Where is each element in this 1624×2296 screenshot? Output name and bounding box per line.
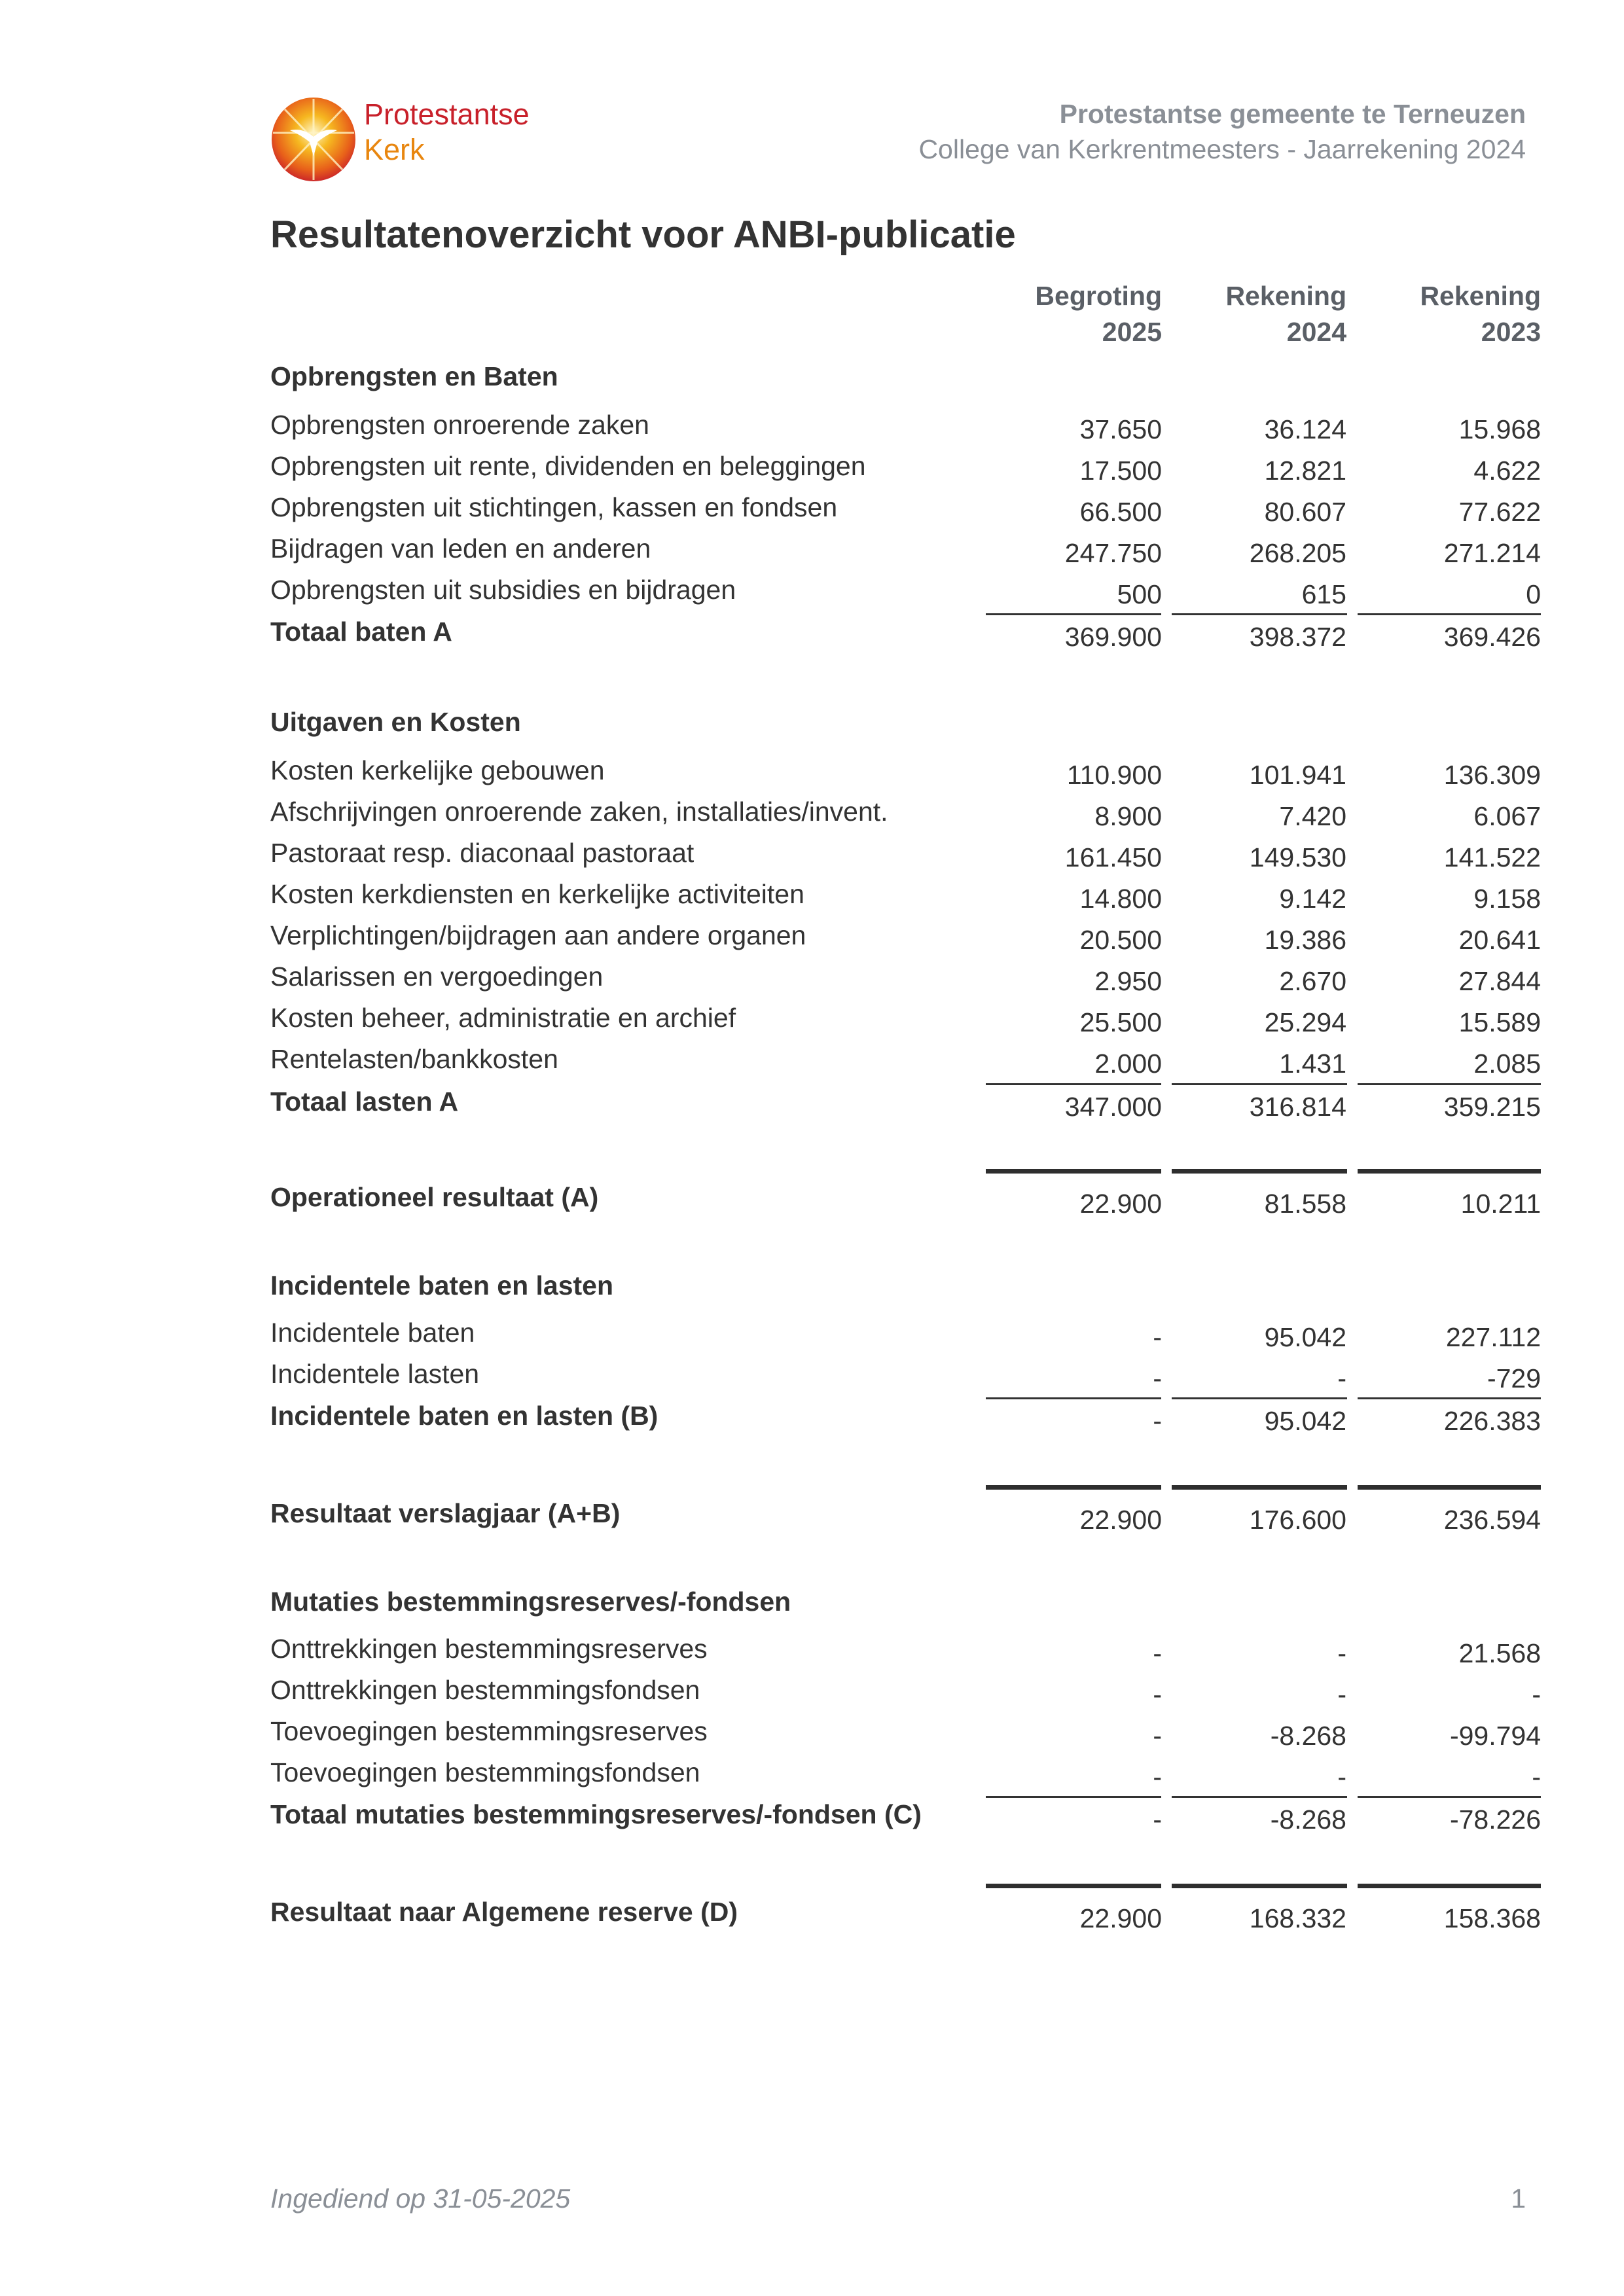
result-rule — [1358, 1884, 1541, 1888]
total-value: 316.814 — [1249, 1092, 1346, 1122]
row-value: 25.500 — [1079, 1007, 1162, 1037]
row-value: 20.641 — [1458, 925, 1541, 955]
subtotal-rule — [1172, 1796, 1347, 1798]
protestantse-kerk-logo-icon — [270, 96, 357, 183]
row-value: -8.268 — [1270, 1721, 1346, 1751]
row-value: 2.670 — [1279, 966, 1346, 996]
subtotal-rule — [1172, 613, 1347, 615]
row-label: Bijdragen van leden en anderen — [270, 533, 651, 564]
total-value: 369.426 — [1443, 622, 1541, 652]
row-label: Toevoegingen bestemmingsreserves — [270, 1716, 708, 1746]
row-value: 161.450 — [1064, 842, 1162, 872]
row-value: 271.214 — [1443, 538, 1541, 568]
result-value: 22.900 — [1079, 1505, 1162, 1535]
result-value: 158.368 — [1443, 1903, 1541, 1933]
result-label-verslagjaar: Resultaat verslagjaar (A+B) — [270, 1498, 621, 1528]
total-value: 398.372 — [1249, 622, 1346, 652]
row-value: - — [1337, 1679, 1346, 1710]
subtotal-rule — [1172, 1397, 1347, 1399]
column-header-begroting-2025 — [1035, 278, 1162, 350]
row-value: 80.607 — [1264, 497, 1346, 527]
row-value: 21.568 — [1458, 1638, 1541, 1668]
result-rule — [986, 1884, 1161, 1888]
row-label: Kosten kerkelijke gebouwen — [270, 755, 605, 785]
row-label: Verplichtingen/bijdragen aan andere organen — [270, 920, 806, 950]
row-value: 6.067 — [1473, 801, 1541, 831]
row-label: Afschrijvingen onroerende zaken, installaties/invent. — [270, 797, 888, 827]
row-value: 141.522 — [1443, 842, 1541, 872]
subtotal-rule — [1358, 1083, 1541, 1085]
subtotal-rule — [1358, 1796, 1541, 1798]
row-value: - — [1153, 1721, 1162, 1751]
row-value: 2.950 — [1094, 966, 1162, 996]
row-value: 227.112 — [1445, 1322, 1541, 1352]
subtotal-rule — [986, 613, 1161, 615]
result-rule — [1172, 1485, 1347, 1490]
total-value: 359.215 — [1443, 1092, 1541, 1122]
section-heading-baten: Opbrengsten en Baten — [270, 361, 558, 391]
row-value: 95.042 — [1264, 1322, 1346, 1352]
row-label: Rentelasten/bankkosten — [270, 1044, 558, 1074]
total-value: - — [1153, 1406, 1162, 1436]
page-title: Resultatenoverzicht voor ANBI-publicatie — [270, 213, 1016, 256]
column-header-line: Begroting — [1035, 281, 1162, 311]
row-value: 1.431 — [1279, 1049, 1346, 1079]
total-value: -78.226 — [1449, 1804, 1541, 1835]
row-value: 37.650 — [1079, 414, 1162, 444]
row-value: - — [1153, 1762, 1162, 1792]
result-value: 22.900 — [1079, 1903, 1162, 1933]
result-rule — [1358, 1485, 1541, 1490]
total-label-mutaties: Totaal mutaties bestemmingsreserves/-fondsen (C) — [270, 1799, 922, 1829]
row-value: 19.386 — [1264, 925, 1346, 955]
row-value: 500 — [1117, 579, 1162, 609]
column-header-year: 2024 — [1286, 317, 1346, 347]
total-value: 347.000 — [1064, 1092, 1162, 1122]
row-value: 12.821 — [1264, 456, 1346, 486]
row-value: 77.622 — [1458, 497, 1541, 527]
result-label-algemene-reserve: Resultaat naar Algemene reserve (D) — [270, 1897, 738, 1927]
row-value: 247.750 — [1064, 538, 1162, 568]
row-label: Incidentele baten — [270, 1318, 475, 1348]
column-header-line: Rekening — [1420, 281, 1541, 311]
row-label: Opbrengsten uit subsidies en bijdragen — [270, 575, 736, 605]
row-value: 36.124 — [1264, 414, 1346, 444]
row-value: - — [1153, 1638, 1162, 1668]
row-value: 25.294 — [1264, 1007, 1346, 1037]
result-value: 168.332 — [1249, 1903, 1346, 1933]
row-value: - — [1337, 1363, 1346, 1393]
section-heading-incidenteel: Incidentele baten en lasten — [270, 1270, 614, 1300]
row-value: 0 — [1526, 579, 1541, 609]
footer-submitted-date: Ingediend op 31-05-2025 — [270, 2183, 571, 2214]
total-value: 95.042 — [1264, 1406, 1346, 1436]
row-value: 2.000 — [1094, 1049, 1162, 1079]
subtotal-rule — [1358, 1397, 1541, 1399]
result-rule — [1358, 1169, 1541, 1174]
row-value: 101.941 — [1249, 760, 1346, 790]
row-value: - — [1153, 1322, 1162, 1352]
row-value: -729 — [1487, 1363, 1541, 1393]
row-value: 615 — [1301, 579, 1346, 609]
column-header-rekening-2023 — [1420, 278, 1541, 350]
row-label: Onttrekkingen bestemmingsreserves — [270, 1634, 708, 1664]
result-value: 81.558 — [1264, 1189, 1346, 1219]
row-value: 15.589 — [1458, 1007, 1541, 1037]
result-value: 236.594 — [1443, 1505, 1541, 1535]
header-organization: Protestantse gemeente te Terneuzen — [1059, 99, 1526, 129]
row-value: 27.844 — [1458, 966, 1541, 996]
row-value: - — [1337, 1762, 1346, 1792]
column-header-rekening-2024 — [1225, 278, 1346, 350]
row-label: Kosten kerkdiensten en kerkelijke activiteiten — [270, 879, 804, 909]
row-value: -99.794 — [1449, 1721, 1541, 1751]
row-value: 20.500 — [1079, 925, 1162, 955]
column-header-year: 2025 — [1102, 317, 1162, 347]
row-label: Opbrengsten onroerende zaken — [270, 410, 649, 440]
total-label-incidenteel: Incidentele baten en lasten (B) — [270, 1401, 659, 1431]
row-value: 15.968 — [1458, 414, 1541, 444]
row-value: 110.900 — [1066, 760, 1162, 790]
row-label: Salarissen en vergoedingen — [270, 961, 604, 992]
row-label: Opbrengsten uit rente, dividenden en beleggingen — [270, 451, 866, 481]
result-value: 22.900 — [1079, 1189, 1162, 1219]
subtotal-rule — [986, 1796, 1161, 1798]
row-value: 149.530 — [1249, 842, 1346, 872]
row-label: Incidentele lasten — [270, 1359, 480, 1389]
row-label: Opbrengsten uit stichtingen, kassen en fondsen — [270, 492, 838, 522]
result-label-operationeel: Operationeel resultaat (A) — [270, 1182, 599, 1212]
row-value: 136.309 — [1443, 760, 1541, 790]
subtotal-rule — [986, 1083, 1161, 1085]
row-value: 9.158 — [1473, 884, 1541, 914]
logo-line-2: Kerk — [364, 133, 425, 166]
row-value: - — [1337, 1638, 1346, 1668]
row-label: Kosten beheer, administratie en archief — [270, 1003, 736, 1033]
result-rule — [986, 1485, 1161, 1490]
row-value: 268.205 — [1249, 538, 1346, 568]
section-heading-lasten: Uitgaven en Kosten — [270, 707, 521, 737]
row-value: 7.420 — [1279, 801, 1346, 831]
row-value: 8.900 — [1094, 801, 1162, 831]
result-rule — [1172, 1884, 1347, 1888]
total-value: 226.383 — [1443, 1406, 1541, 1436]
logo-wordmark — [364, 97, 530, 168]
row-value: 66.500 — [1079, 497, 1162, 527]
row-value: - — [1153, 1679, 1162, 1710]
row-value: 14.800 — [1079, 884, 1162, 914]
row-label: Onttrekkingen bestemmingsfondsen — [270, 1675, 700, 1705]
result-value: 10.211 — [1460, 1189, 1541, 1219]
subtotal-rule — [1172, 1083, 1347, 1085]
row-value: 2.085 — [1473, 1049, 1541, 1079]
row-value: 17.500 — [1079, 456, 1162, 486]
row-label: Pastoraat resp. diaconaal pastoraat — [270, 838, 695, 868]
row-value: - — [1153, 1363, 1162, 1393]
section-heading-mutaties: Mutaties bestemmingsreserves/-fondsen — [270, 1587, 791, 1617]
logo-line-1: Protestantse — [364, 98, 530, 131]
total-value: - — [1153, 1804, 1162, 1835]
column-header-line: Rekening — [1225, 281, 1346, 311]
row-value: 4.622 — [1473, 456, 1541, 486]
subtotal-rule — [1358, 613, 1541, 615]
row-value: - — [1532, 1679, 1541, 1710]
column-header-year: 2023 — [1481, 317, 1541, 347]
header-subtitle: College van Kerkrentmeesters - Jaarrekening 2024 — [918, 134, 1526, 164]
subtotal-rule — [986, 1397, 1161, 1399]
total-value: 369.900 — [1064, 622, 1162, 652]
row-value: - — [1532, 1762, 1541, 1792]
result-rule — [986, 1169, 1161, 1174]
total-label-lasten: Totaal lasten A — [270, 1086, 459, 1117]
result-value: 176.600 — [1249, 1505, 1346, 1535]
total-value: -8.268 — [1270, 1804, 1346, 1835]
row-label: Toevoegingen bestemmingsfondsen — [270, 1757, 700, 1787]
row-value: 9.142 — [1279, 884, 1346, 914]
result-rule — [1172, 1169, 1347, 1174]
page-number: 1 — [1511, 2183, 1526, 2214]
total-label-baten: Totaal baten A — [270, 617, 452, 647]
